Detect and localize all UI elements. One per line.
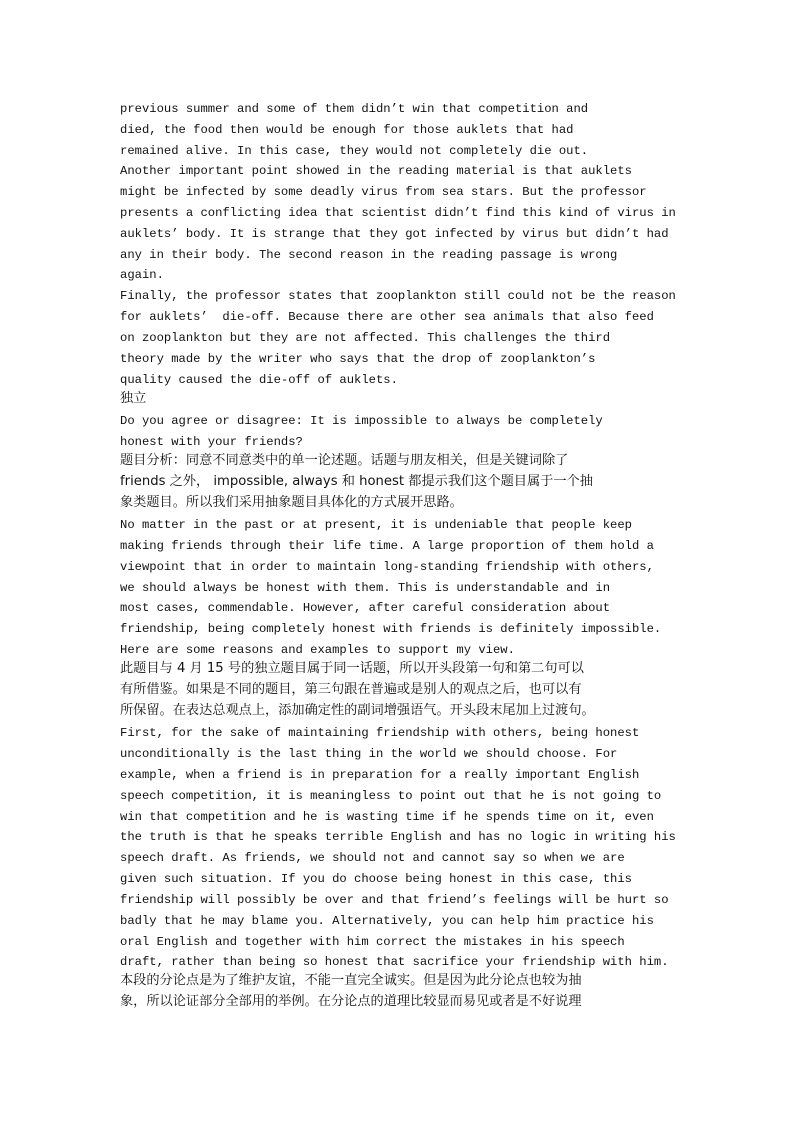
analysis-line: friends 之外， impossible, always 和 honest 都提示我们这个题目属于一个抽 — [120, 474, 593, 489]
analysis-line: 象类题目。所以我们采用抽象题目具体化的方式展开思路。 — [120, 495, 463, 510]
text-line: Finally, the professor states that zooplankton still could not be the reason — [120, 289, 676, 303]
text-line: making friends through their life time. A large proportion of them hold a — [120, 539, 654, 553]
text-line: unconditionally is the last thing in the world we should choose. For — [120, 747, 618, 761]
section-heading: 独立 — [120, 391, 147, 406]
commentary-line: 本段的分论点是为了维护友谊，不能一直完全诚实。但是因为此分论点也较为抽 — [120, 973, 582, 988]
text-line: badly that he may blame you. Alternatively, you can help him practice his — [120, 914, 654, 928]
text-line: theory made by the writer who says that the drop of zooplankton’s — [120, 352, 596, 366]
commentary-line: 所保留。在表达总观点上，添加确定性的副词增强语气。开头段末尾加上过渡句。 — [120, 703, 595, 718]
text-line: previous summer and some of them didn’t win that competition and — [120, 102, 589, 116]
text-line: speech competition, it is meaningless to point out that he is not going to — [120, 789, 662, 803]
text-line: on zooplankton but they are not affected. This challenges the third — [120, 331, 611, 345]
text-line: friendship will possibly be over and that friend’s feelings will be hurt so — [120, 893, 669, 907]
text-line: the truth is that he speaks terrible English and has no logic in writing his — [120, 830, 676, 844]
text-line: we should always be honest with them. This is understandable and in — [120, 581, 611, 595]
question-line: honest with your friends? — [120, 435, 303, 449]
commentary-line: 象，所以论证部分全部用的举例。在分论点的道理比较显而易见或者是不好说理 — [120, 994, 582, 1009]
question-line: Do you agree or disagree: It is impossible to always be completely — [120, 414, 603, 428]
text-line: speech draft. As friends, we should not and cannot say so when we are — [120, 851, 625, 865]
text-line: most cases, commendable. However, after careful consideration about — [120, 601, 611, 615]
commentary-line: 此题目与 4 月 15 号的独立题目属于同一话题，所以开头段第一句和第二句可以 — [120, 661, 584, 676]
text-line: might be infected by some deadly virus from sea stars. But the professor — [120, 185, 647, 199]
text-line: Here are some reasons and examples to support my view. — [120, 643, 515, 657]
text-line: No matter in the past or at present, it is undeniable that people keep — [120, 518, 632, 532]
text-line: again. — [120, 268, 164, 282]
text-line: oral English and together with him correct the mistakes in his speech — [120, 935, 625, 949]
analysis-line: 题目分析：同意不同意类中的单一论述题。话题与朋友相关，但是关键词除了 — [120, 453, 569, 468]
commentary-line: 有所借鉴。如果是不同的题目，第三句跟在普遍或是别人的观点之后，也可以有 — [120, 682, 582, 697]
text-line: example, when a friend is in preparation for a really important English — [120, 768, 640, 782]
text-line: any in their body. The second reason in the reading passage is wrong — [120, 248, 618, 262]
text-line: Another important point showed in the reading material is that auklets — [120, 164, 632, 178]
text-line: presents a conflicting idea that scientist didn’t find this kind of virus in — [120, 206, 676, 220]
text-line: died, the food then would be enough for those auklets that had — [120, 123, 574, 137]
text-line: draft, rather than being so honest that sacrifice your friendship with him. — [120, 955, 669, 969]
text-line: friendship, being completely honest with friends is definitely impossible. — [120, 622, 662, 636]
text-line: viewpoint that in order to maintain long-standing friendship with others, — [120, 560, 654, 574]
text-line: win that competition and he is wasting time if he spends time on it, even — [120, 810, 654, 824]
text-line: quality caused the die-off of auklets. — [120, 373, 398, 387]
text-line: auklets’ body. It is strange that they got infected by virus but didn’t had — [120, 227, 669, 241]
text-line: remained alive. In this case, they would not completely die out. — [120, 144, 589, 158]
text-line: First, for the sake of maintaining friendship with others, being honest — [120, 726, 640, 740]
text-line: given such situation. If you do choose being honest in this case, this — [120, 872, 632, 886]
text-line: for auklets’ die-off. Because there are other sea animals that also feed — [120, 310, 654, 324]
